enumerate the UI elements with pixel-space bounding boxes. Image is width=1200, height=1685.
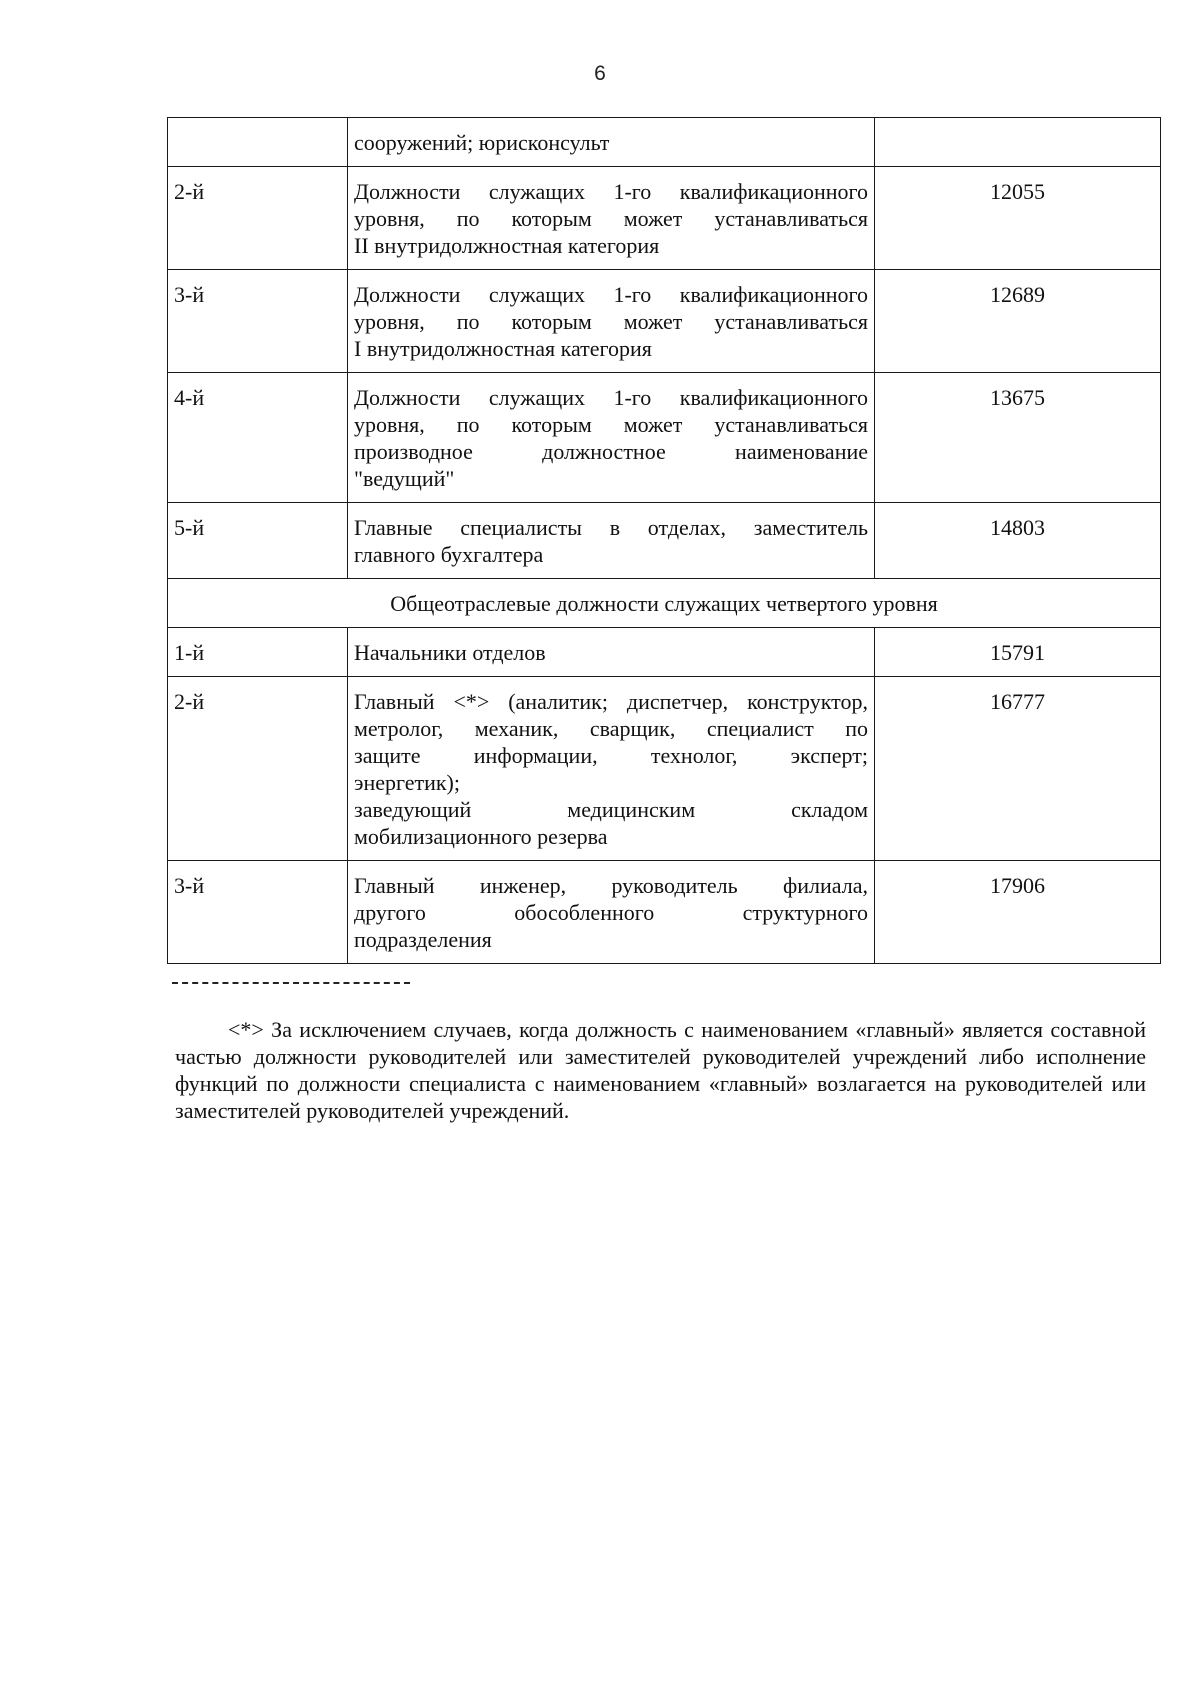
group-heading: Общеотраслевые должности служащих четвертого уровня <box>168 579 1161 628</box>
salary-value: 12689 <box>875 270 1161 373</box>
footnote-separator <box>172 982 410 984</box>
qualification-level <box>168 118 348 167</box>
position-title <box>348 628 875 677</box>
position-title <box>348 270 875 373</box>
position-title-line: уровня, по которым может устанавливаться <box>354 206 868 231</box>
position-title-line: Главные специалисты в отделах, заместитель <box>354 515 868 540</box>
qualification-level: 3-й <box>168 861 348 964</box>
salary-table-body <box>168 118 1161 964</box>
position-title-line: энергетик); <box>354 770 460 795</box>
position-title <box>348 373 875 503</box>
position-title-line: Должности служащих 1-го квалификационного <box>354 385 868 410</box>
position-title-line: подразделения <box>354 927 492 952</box>
position-title-line: уровня, по которым может устанавливаться <box>354 412 868 437</box>
salary-value: 12055 <box>875 167 1161 270</box>
qualification-level: 5-й <box>168 503 348 579</box>
position-title-line: Должности служащих 1-го квалификационного <box>354 282 868 307</box>
position-title-line: I внутридолжностная категория <box>354 336 652 361</box>
position-title-line: другого обособленного структурного <box>354 900 868 925</box>
position-title <box>348 503 875 579</box>
position-title-line: сооружений; юрисконсульт <box>354 130 610 155</box>
table-row <box>168 503 1161 579</box>
position-title <box>348 861 875 964</box>
qualification-level: 2-й <box>168 677 348 861</box>
position-title-line: II внутридолжностная категория <box>354 233 660 258</box>
position-title <box>348 677 875 861</box>
position-title-line: Главный инженер, руководитель филиала, <box>354 873 868 898</box>
salary-value: 16777 <box>875 677 1161 861</box>
table-row <box>168 373 1161 503</box>
table-row <box>168 118 1161 167</box>
salary-value: 14803 <box>875 503 1161 579</box>
table-row <box>168 628 1161 677</box>
footnote-text: <*> За исключением случаев, когда должность с наименованием «главный» является составной частью должности руководителей или заместителей руководителей учреждений либо исполнение функций по должности специалиста с наименованием «главный» возлагается на руководителей или заместителей руководителей учреждений. <box>175 1017 1146 1123</box>
qualification-level: 2-й <box>168 167 348 270</box>
salary-value: 17906 <box>875 861 1161 964</box>
position-title-line: уровня, по которым может устанавливаться <box>354 309 868 334</box>
table-row <box>168 861 1161 964</box>
position-title-line: "ведущий" <box>354 466 455 491</box>
position-title-line: защите информации, технолог, эксперт; <box>354 743 868 768</box>
salary-table-container <box>167 117 1160 964</box>
qualification-level: 4-й <box>168 373 348 503</box>
position-title <box>348 118 875 167</box>
page-number: 6 <box>594 62 606 85</box>
qualification-level: 1-й <box>168 628 348 677</box>
salary-value: 13675 <box>875 373 1161 503</box>
salary-value: 15791 <box>875 628 1161 677</box>
position-title-line: мобилизационного резерва <box>354 824 608 849</box>
position-title <box>348 167 875 270</box>
position-title-line: заведующий медицинским складом <box>354 797 868 822</box>
position-title-line: Должности служащих 1-го квалификационного <box>354 179 868 204</box>
position-title-line: метролог, механик, сварщик, специалист по <box>354 716 868 741</box>
position-title-line: главного бухгалтера <box>354 542 544 567</box>
salary-table <box>167 117 1161 964</box>
table-group-row <box>168 579 1161 628</box>
position-title-line: Начальники отделов <box>354 640 546 665</box>
position-title-line: производное должностное наименование <box>354 439 868 464</box>
position-title-line: Главный <*> (аналитик; диспетчер, конструктор, <box>354 689 868 714</box>
qualification-level: 3-й <box>168 270 348 373</box>
table-row <box>168 677 1161 861</box>
table-row <box>168 270 1161 373</box>
table-row <box>168 167 1161 270</box>
salary-value <box>875 118 1161 167</box>
